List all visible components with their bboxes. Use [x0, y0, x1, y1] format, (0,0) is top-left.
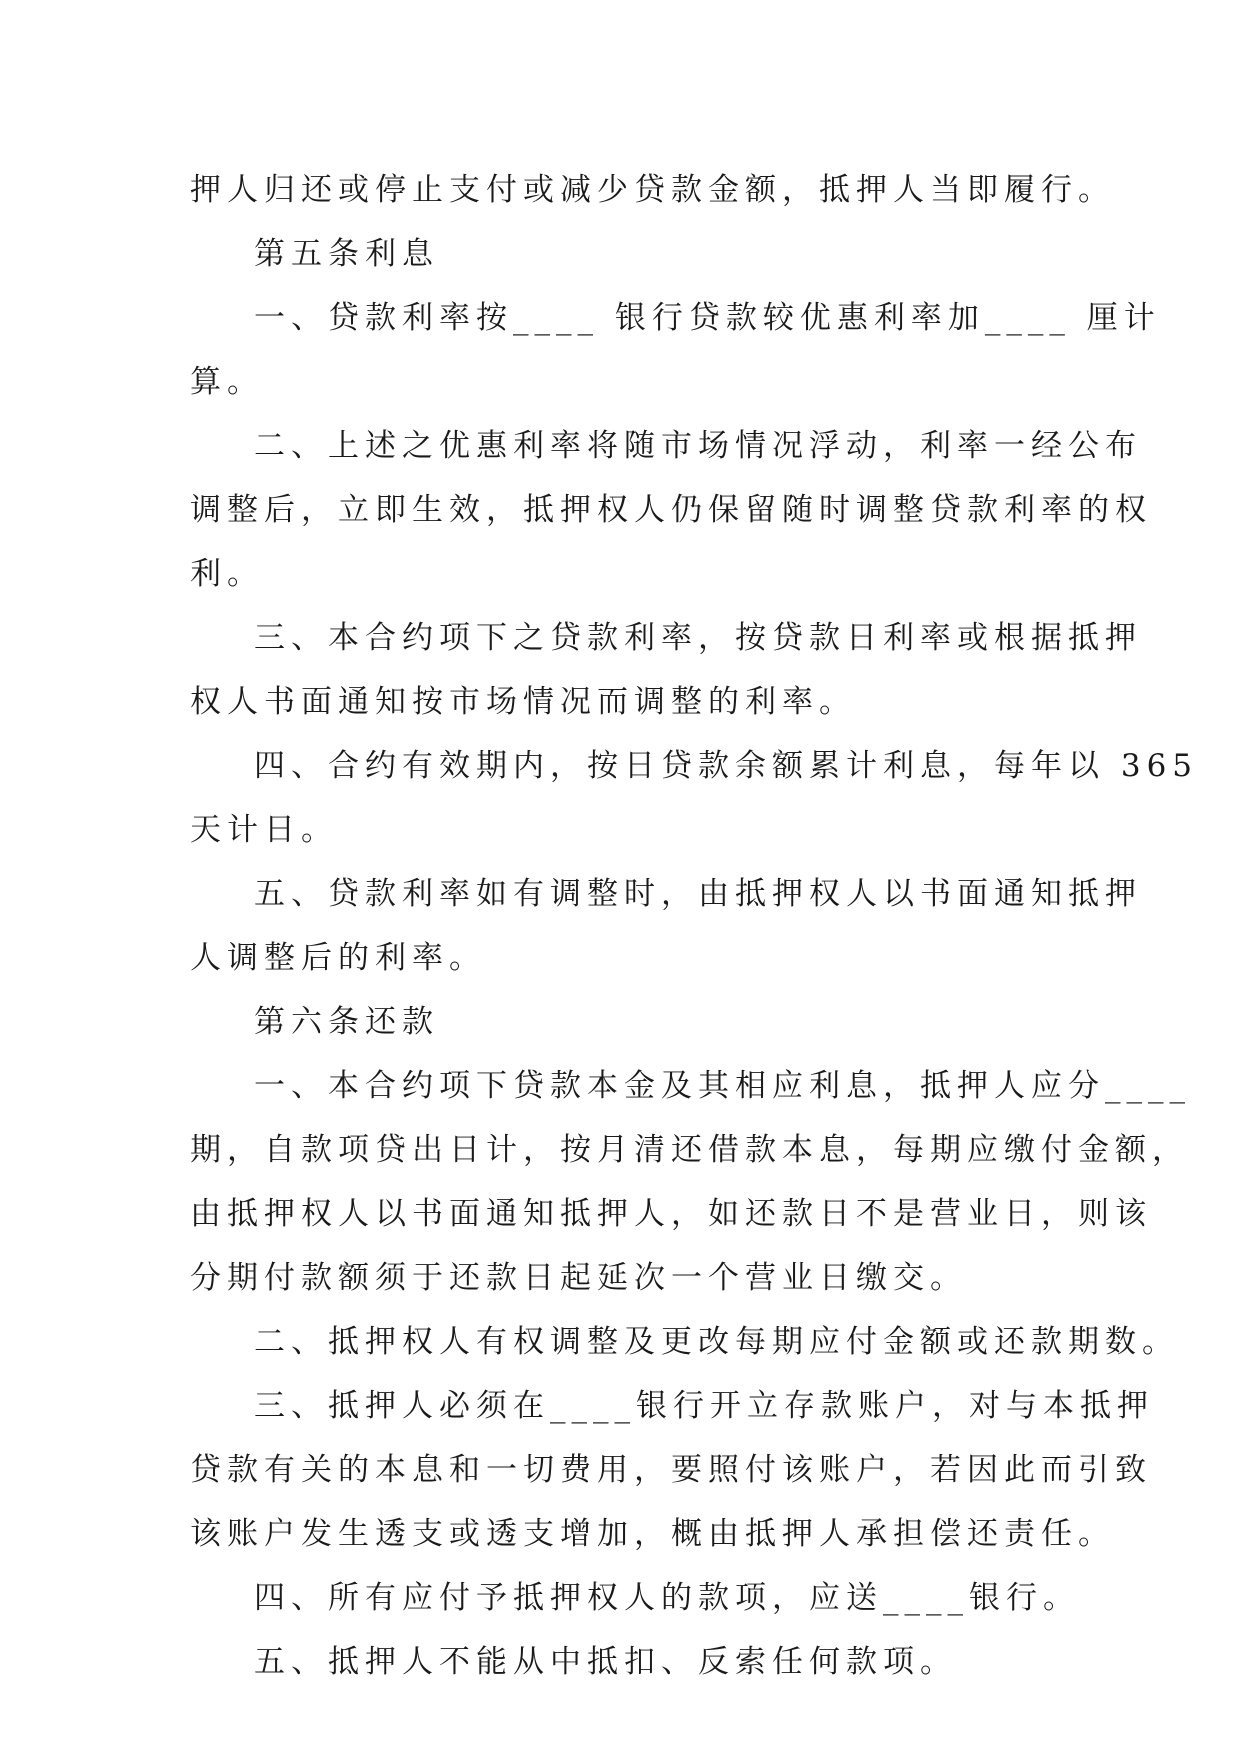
text-line: 该账户发生透支或透支增加，概由抵押人承担偿还责任。 — [190, 1516, 1115, 1552]
text-line: 二、抵押权人有权调整及更改每期应付金额或还款期数。 — [254, 1324, 1179, 1360]
text-line: 由抵押权人以书面通知抵押人，如还款日不是营业日，则该 — [190, 1196, 1152, 1232]
text-line: 五、抵押人不能从中抵扣、反索任何款项。 — [254, 1644, 957, 1680]
text-line: 押人归还或停止支付或减少贷款金额，抵押人当即履行。 — [190, 172, 1115, 208]
section-heading-article-6: 第六条还款 — [254, 1004, 439, 1040]
text-line: 人调整后的利率。 — [190, 940, 486, 976]
text-line: 三、抵押人必须在____银行开立存款账户，对与本抵押 — [254, 1388, 1154, 1424]
text-line: 利。 — [190, 556, 264, 592]
text-line: 天计日。 — [190, 812, 338, 848]
text-line: 贷款有关的本息和一切费用，要照付该账户，若因此而引致 — [190, 1452, 1152, 1488]
text-line: 一、本合约项下贷款本金及其相应利息，抵押人应分____ — [254, 1068, 1191, 1104]
text-line: 四、所有应付予抵押权人的款项，应送____银行。 — [254, 1580, 1080, 1616]
text-line: 期，自款项贷出日计，按月清还借款本息，每期应缴付金额， — [190, 1132, 1189, 1168]
text-line: 算。 — [190, 364, 264, 400]
text-line: 一、贷款利率按____ 银行贷款较优惠利率加____ 厘计 — [254, 300, 1161, 336]
text-line: 四、合约有效期内，按日贷款余额累计利息，每年以 365 — [254, 748, 1199, 784]
section-heading-article-5: 第五条利息 — [254, 236, 439, 272]
text-line: 二、上述之优惠利率将随市场情况浮动，利率一经公布 — [254, 428, 1142, 464]
text-line: 五、贷款利率如有调整时，由抵押权人以书面通知抵押 — [254, 876, 1142, 912]
text-line: 权人书面通知按市场情况而调整的利率。 — [190, 684, 856, 720]
document-body — [190, 158, 1199, 1694]
text-line: 调整后，立即生效，抵押权人仍保留随时调整贷款利率的权 — [190, 492, 1152, 528]
text-line: 分期付款额须于还款日起延次一个营业日缴交。 — [190, 1260, 967, 1296]
text-line: 三、本合约项下之贷款利率，按贷款日利率或根据抵押 — [254, 620, 1142, 656]
